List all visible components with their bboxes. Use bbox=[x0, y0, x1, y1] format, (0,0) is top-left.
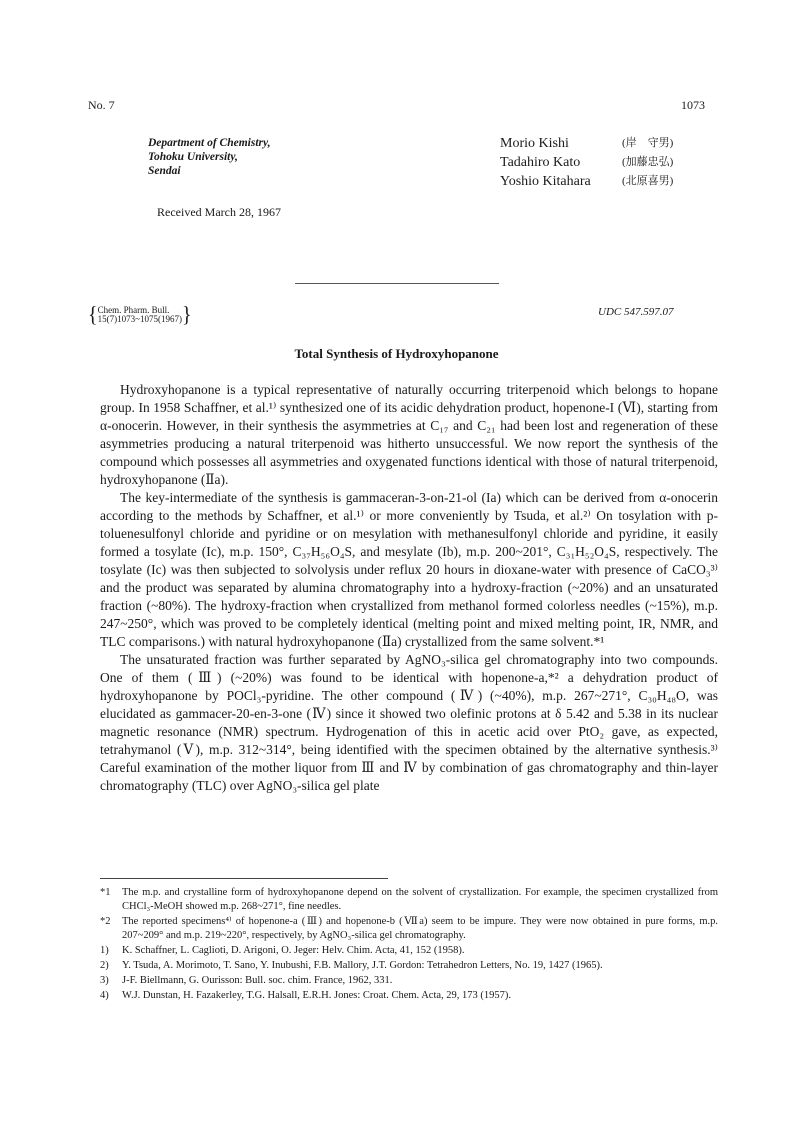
paragraph: Hydroxyhopanone is a typical representative of naturally occurring triterpenoid which belongs to hopane group. In 1958 Schaffner, et al.¹⁾ synthesized one of its acidic dehydration product, hopenone-I (Ⅵ), starting from α-onocerin. However, in their synthesis the asymmetries at C₁₇ and C₂₁ had been lost and regeneration of these asymmetries producing a natural triterpenoid was hitherto unsuccessful. We now report the synthesis of the compound which possesses all asymmetries and oxygenated functions identical with those of natural triterpenoid, hydroxyhopanone (Ⅱa). bbox=[100, 382, 718, 487]
author-kanji: (岸 守男) bbox=[622, 137, 674, 149]
author-name: Tadahiro Kato bbox=[500, 155, 581, 170]
reference-mark: 1) bbox=[100, 945, 109, 956]
left-brace: { bbox=[88, 302, 98, 328]
footnote-item bbox=[100, 915, 718, 943]
footnote-divider bbox=[100, 878, 388, 879]
reference-mark: 4) bbox=[100, 990, 109, 1001]
reference-text: K. Schaffner, L. Caglioti, D. Arigoni, O. Jeger: Helv. Chim. Acta, 41, 152 (1958). bbox=[122, 945, 465, 956]
issue-number: No. 7 bbox=[88, 98, 115, 112]
reference-item bbox=[100, 959, 718, 973]
author-entry bbox=[500, 172, 673, 191]
author-name: Morio Kishi bbox=[500, 136, 569, 151]
affiliation-line: Sendai bbox=[148, 165, 181, 177]
journal-name: Chem. Pharm. Bull. bbox=[97, 305, 170, 315]
received-date: Received March 28, 1967 bbox=[157, 205, 281, 219]
udc-code: UDC 547.597.07 bbox=[598, 306, 674, 318]
author-entry bbox=[500, 153, 673, 172]
footnote-text: The reported specimens⁴⁾ of hopenone-a (Ⅲ) and hopenone-b (Ⅶa) seem to be impure. They were now obtained in pure forms, m.p. 207~209° and m.p. 219~220°, respectively, by AgNO₃-silica gel chromatography. bbox=[122, 916, 718, 941]
author-list bbox=[500, 134, 673, 191]
reference-mark: 2) bbox=[100, 960, 109, 971]
right-brace: } bbox=[181, 302, 192, 328]
author-name: Yoshio Kitahara bbox=[500, 174, 591, 189]
reference-text: Y. Tsuda, A. Morimoto, T. Sano, Y. Inubushi, F.B. Mallory, J.T. Gordon: Tetrahedron Letters, No. 19, 1427 (1965). bbox=[122, 960, 603, 971]
reference-text: J-F. Biellmann, G. Ourisson: Bull. soc. chim. France, 1962, 331. bbox=[122, 975, 393, 986]
section-divider bbox=[295, 283, 499, 284]
footnote-mark: *1 bbox=[100, 887, 111, 898]
journal-volume: 15(7)1073~1075(1967) bbox=[97, 314, 182, 324]
affiliation-line: Tohoku University, bbox=[148, 151, 238, 163]
journal-reference bbox=[88, 302, 192, 328]
footnotes bbox=[100, 886, 718, 1004]
author-kanji: (加藤忠弘) bbox=[622, 156, 674, 168]
reference-item bbox=[100, 989, 718, 1003]
reference-item bbox=[100, 944, 718, 958]
paper-title: Total Synthesis of Hydroxyhopanone bbox=[294, 346, 499, 361]
affiliation bbox=[148, 136, 271, 178]
reference-text: W.J. Dunstan, H. Fazakerley, T.G. Halsall, E.R.H. Jones: Croat. Chem. Acta, 29, 173 (1957). bbox=[122, 990, 512, 1001]
affiliation-line: Department of Chemistry, bbox=[148, 137, 271, 149]
page-number: 1073 bbox=[681, 98, 705, 112]
paragraph: The unsaturated fraction was further separated by AgNO₃-silica gel chromatography into two compounds. One of them (Ⅲ) (~20%) was found to be identical with hopenone-a,*² a dehydration product of hydroxyhopanone by POCl₃-pyridine. The other compound (Ⅳ) (~40%), m.p. 267~271°, C₃₀H₄₈O, was elucidated as gammacer-20-en-3-one (Ⅳ) since it showed two olefinic protons at δ 5.42 and 5.38 in its nuclear magnetic resonance (NMR) spectrum. Hydrogenation of this in acetic acid over PtO₂ gave, as expected, tetrahymanol (Ⅴ), m.p. 312~314°, being identified with the specimen obtained by the alternative synthesis.³⁾ Careful examination of the mother liquor from Ⅲ and Ⅳ by combination of gas chromatography and thin-layer chromatography (TLC) over AgNO₃-silica gel plate bbox=[100, 652, 718, 793]
reference-item bbox=[100, 974, 718, 988]
footnote-mark: *2 bbox=[100, 916, 111, 927]
paragraph: The key-intermediate of the synthesis is gammaceran-3-on-21-ol (Ia) which can be derived from α-onocerin according to the methods by Schaffner, et al.¹⁾ or more conveniently by Tsuda, et al.²⁾ On tosylation with p-toluenesulfonyl chloride and pyridine or on mesylation with methanesulfonyl chloride and pyridine, it easily formed a tosylate (Ic), m.p. 150°, C₃₇H₅₆O₄S, and mesylate (Ib), m.p. 200~201°, C₃₁H₅₂O₄S, respectively. The tosylate (Ic) was then subjected to solvolysis under reflux 20 hours in dioxane-water with presence of CaCO₃³⁾ and the product was separated by alumina chromatography into a hydroxy-fraction (~20%) and an unsaturated fraction (~80%). The hydroxy-fraction when crystallized from methanol formed colorless needles (~15%), m.p. 247~250°, which was proved to be completely identical (melting point and mixed melting point, IR, NMR, and TLC comparisons.) with natural hydroxyhopanone (Ⅱa) crystallized from the same solvent.*¹ bbox=[100, 490, 718, 649]
footnote-item bbox=[100, 886, 718, 914]
author-entry bbox=[500, 134, 673, 153]
author-kanji: (北原喜男) bbox=[622, 175, 674, 187]
body-text bbox=[100, 381, 718, 795]
footnote-text: The m.p. and crystalline form of hydroxyhopanone depend on the solvent of crystallization. For example, the specimen crystallized from CHCl₃-MeOH showed m.p. 268~271°, fine needles. bbox=[122, 887, 718, 912]
reference-mark: 3) bbox=[100, 975, 109, 986]
